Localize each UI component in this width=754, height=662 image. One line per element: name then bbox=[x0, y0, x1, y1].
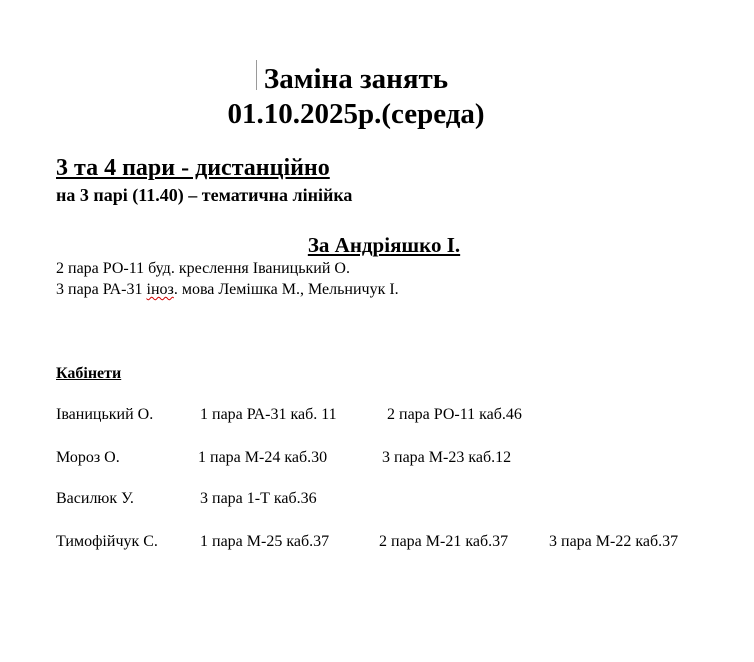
cabinet-entry: 2 пара РО-11 каб.46 bbox=[387, 406, 522, 423]
document-date: 01.10.2025р.(середа) bbox=[227, 98, 485, 130]
cabinet-entry: 1 пара РА-31 каб. 11 bbox=[200, 406, 337, 423]
cabinet-row bbox=[0, 489, 754, 509]
teacher-name: Іваницький О. bbox=[56, 406, 154, 423]
teacher-name: Мороз О. bbox=[56, 449, 120, 466]
replacement-line: 2 пара РО-11 буд. креслення Іваницький О. bbox=[56, 260, 350, 277]
remote-subheading: на 3 парі (11.40) – тематична лінійка bbox=[56, 185, 353, 205]
cabinet-row bbox=[0, 448, 754, 468]
cabinets-heading: Кабінети bbox=[56, 365, 122, 382]
teacher-name: Василюк У. bbox=[56, 490, 134, 507]
replacement-line bbox=[56, 280, 399, 300]
cabinet-entry: 1 пара М-25 каб.37 bbox=[200, 533, 330, 550]
teacher-name: Тимофійчук С. bbox=[56, 533, 158, 550]
cabinet-entry: 1 пара М-24 каб.30 bbox=[198, 449, 328, 466]
cabinet-row bbox=[0, 405, 754, 425]
document-title: Заміна занять bbox=[263, 63, 449, 95]
cabinet-entry: 3 пара М-22 каб.37 bbox=[549, 533, 679, 550]
cabinet-entry: 2 пара М-21 каб.37 bbox=[379, 533, 509, 550]
replacement-heading: За Андріяшко І. bbox=[307, 233, 461, 257]
replacement-line-prefix: 3 пара РА-31 bbox=[56, 281, 147, 298]
remote-heading: 3 та 4 пари - дистанційно bbox=[56, 155, 330, 181]
cabinet-entry: 3 пара 1-Т каб.36 bbox=[200, 490, 317, 507]
cabinet-entry: 3 пара М-23 каб.12 bbox=[382, 449, 512, 466]
replacement-line-suffix: . мова Лемішка М., Мельничук І. bbox=[173, 281, 399, 298]
cabinet-row bbox=[0, 532, 754, 552]
misspelled-word[interactable]: іноз bbox=[146, 281, 174, 298]
